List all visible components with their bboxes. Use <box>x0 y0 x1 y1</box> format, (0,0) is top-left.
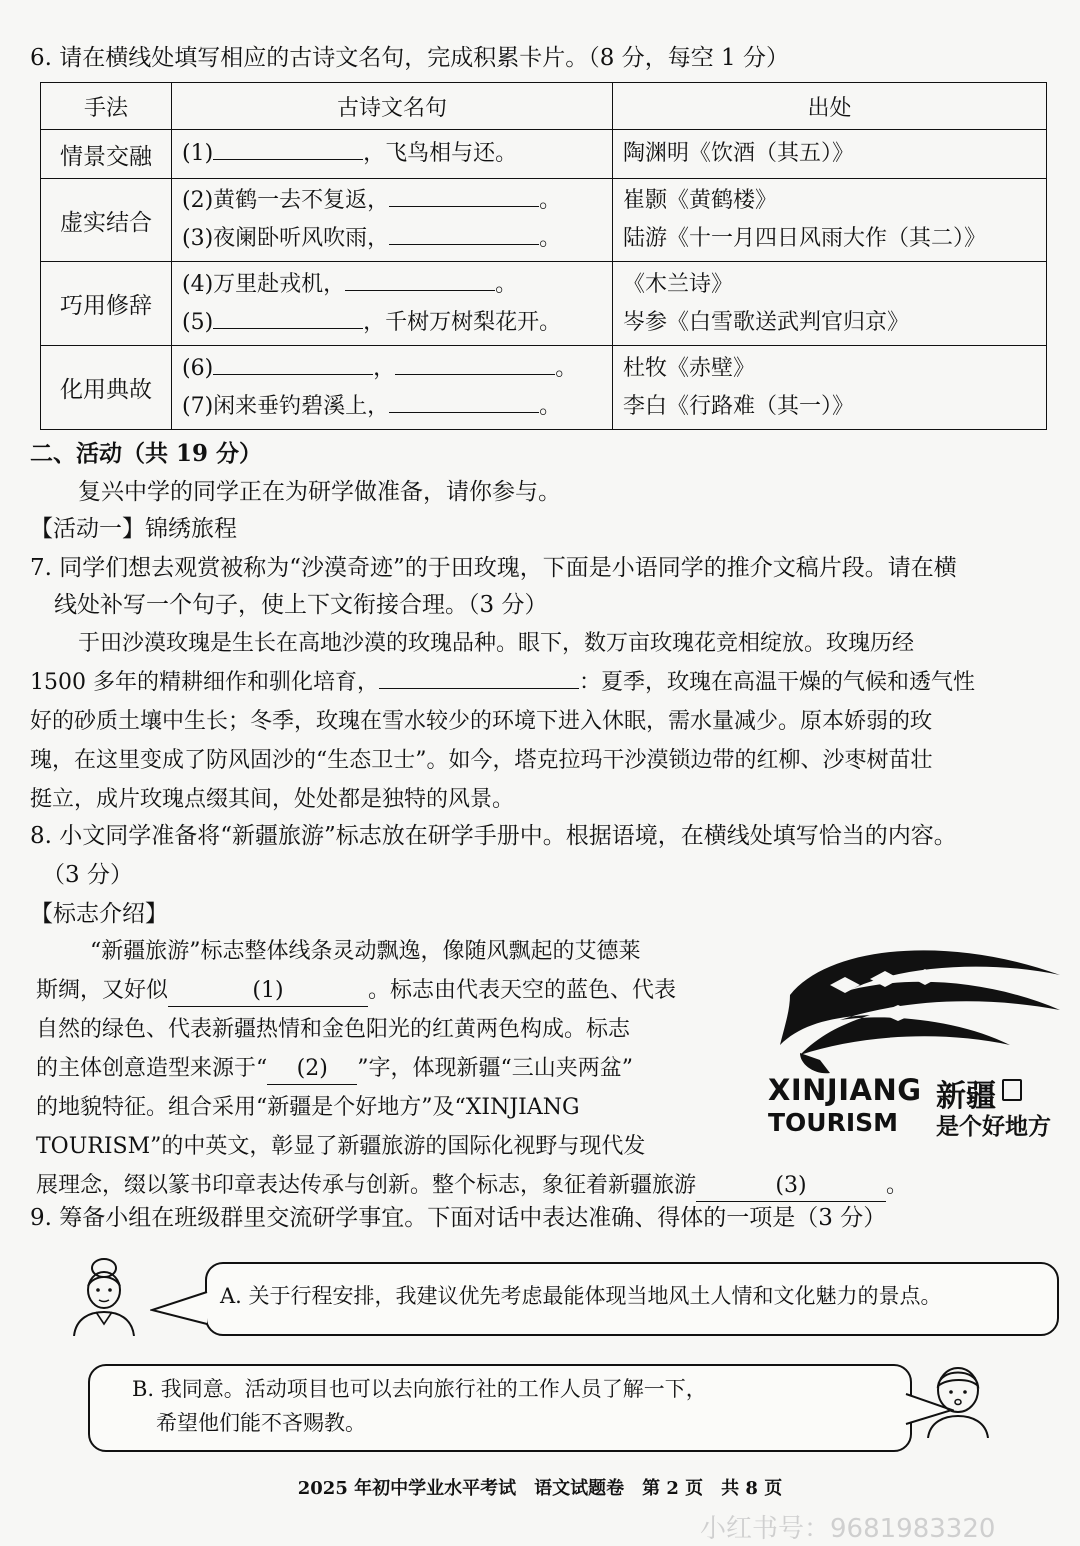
logo-intro-heading: 【标志介绍】 <box>30 901 168 927</box>
accumulation-card-table <box>40 82 1047 430</box>
source-text: 《木兰诗》 <box>623 271 734 297</box>
quote-text: 。 <box>495 271 518 297</box>
answer-blank[interactable] <box>213 327 363 329</box>
q7-title-line1: 7. 同学们想去观赏被称为“沙漠奇迹”的于田玫瑰，下面是小语同学的推介文稿片段。请在横 <box>30 555 957 581</box>
source-cell <box>613 346 1047 430</box>
table-row <box>41 346 1047 430</box>
q8-passage-line: “新疆旅游”标志整体线条灵动飘逸，像随风飘起的艾德莱 <box>90 939 641 964</box>
q6-title: 6. 请在横线处填写相应的古诗文名句，完成积累卡片。（8 分，每空 1 分） <box>30 45 789 71</box>
table-row <box>41 179 1047 262</box>
option-b-line2[interactable]: 希望他们能不吝赐教。 <box>156 1411 366 1435</box>
quote-text: (5) <box>182 309 214 335</box>
passage-text: 展理念，缀以篆书印章表达传承与创新。整个标志，象征着新疆旅游 <box>36 1173 697 1198</box>
answer-blank-1[interactable]: (1) <box>168 976 368 1007</box>
passage-text: 的主体创意造型来源于“ <box>36 1056 268 1081</box>
seal-stamp-icon <box>1002 1079 1022 1101</box>
source-text: 李白《行路难（其一）》 <box>623 393 855 419</box>
q7-passage-line: 于田沙漠玫瑰是生长在高地沙漠的玫瑰品种。眼下，数万亩玫瑰花竞相绽放。玫瑰历经 <box>78 631 915 656</box>
q7-passage-line: 好的砂质土壤中生长；冬季，玫瑰在雪水较少的环境下进入休眠，需水量减少。原本娇弱的玫 <box>30 709 933 734</box>
answer-blank[interactable] <box>379 687 579 689</box>
logo-text-zh2: 是个好地方 <box>936 1114 1051 1140</box>
source-text: 陆游《十一月四日风雨大作（其二）》 <box>623 226 987 251</box>
table-row <box>41 262 1047 346</box>
page-footer: 2025 年初中学业水平考试 语文试题卷 第 2 页 共 8 页 <box>297 1478 783 1499</box>
source-text: 岑参《白雪歌送武判官归京》 <box>623 309 910 335</box>
technique-cell: 化用典故 <box>41 346 172 430</box>
header-quote: 古诗文名句 <box>172 83 613 130</box>
technique-cell: 情景交融 <box>41 130 172 179</box>
speech-tail-a <box>150 1290 210 1330</box>
section-title: 二、活动（共 19 分） <box>30 440 263 467</box>
header-source: 出处 <box>613 83 1047 130</box>
quote-cell <box>172 179 613 262</box>
answer-blank[interactable] <box>389 411 539 413</box>
q7-passage-line: 瑰，在这里变成了防风固沙的“生态卫士”。如今，塔克拉玛干沙漠锁边带的红柳、沙枣树苗壮 <box>30 748 933 773</box>
passage-text: 。 <box>886 1173 909 1198</box>
quote-text: (4)万里赴戎机， <box>182 271 346 297</box>
q8-title-line1: 8. 小文同学准备将“新疆旅游”标志放在研学手册中。根据语境，在横线处填写恰当的内容。 <box>30 823 957 849</box>
technique-cell: 虚实结合 <box>41 179 172 262</box>
q8-passage-line <box>36 971 676 1010</box>
q7-passage-line <box>30 663 975 702</box>
quote-text: (1) <box>182 141 214 166</box>
girl-avatar-icon <box>66 1256 142 1336</box>
passage-text: 斯绸，又好似 <box>36 978 169 1003</box>
answer-blank[interactable] <box>213 158 363 160</box>
answer-blank[interactable] <box>213 373 373 375</box>
watermark: 小红书号：9681983320 <box>700 1514 996 1544</box>
boy-avatar-icon <box>918 1360 998 1438</box>
q8-title-line2: （3 分） <box>42 862 133 888</box>
option-b-line1[interactable]: B. 我同意。活动项目也可以去向旅行社的工作人员了解一下， <box>132 1377 707 1401</box>
q7-passage-line: 挺立，成片玫瑰点缀其间，处处都是独特的风景。 <box>30 787 515 812</box>
header-technique: 手法 <box>41 83 172 130</box>
quote-text: (2)黄鹤一去不复返， <box>182 188 390 213</box>
table-row <box>41 130 1047 179</box>
activity-heading: 【活动一】锦绣旅程 <box>30 516 237 542</box>
answer-blank-2[interactable]: (2) <box>267 1054 357 1085</box>
quote-text: ， <box>373 355 396 381</box>
quote-cell <box>172 346 613 430</box>
quote-text: ，飞鸟相与还。 <box>363 141 518 166</box>
passage-text: ：夏季，玫瑰在高温干燥的气候和透气性 <box>578 670 975 695</box>
technique-cell: 巧用修辞 <box>41 262 172 346</box>
q8-passage-line <box>36 1049 633 1088</box>
source-text: 陶渊明《饮酒（其五）》 <box>623 141 855 166</box>
source-cell <box>613 262 1047 346</box>
source-text: 杜牧《赤壁》 <box>623 355 756 381</box>
answer-blank-3[interactable]: (3) <box>696 1171 886 1202</box>
q8-passage-line: 的地貌特征。组合采用“新疆是个好地方”及“XINJIANG <box>36 1095 580 1120</box>
source-cell <box>613 130 1047 179</box>
answer-blank[interactable] <box>395 373 555 375</box>
quote-text: 。 <box>539 393 562 419</box>
logo-text-zh1: 新疆 <box>936 1079 996 1114</box>
source-cell <box>613 179 1047 262</box>
quote-text: 。 <box>539 188 562 213</box>
q8-passage-line: TOURISM”的中英文，彰显了新疆旅游的国际化视野与现代发 <box>36 1134 646 1159</box>
source-text: 崔颢《黄鹤楼》 <box>623 188 778 213</box>
passage-text: 1500 多年的精耕细作和驯化培育， <box>30 670 379 695</box>
logo-text-en1: XINJIANG <box>768 1073 922 1107</box>
quote-text: 。 <box>539 226 562 251</box>
passage-text: ”字，体现新疆“三山夹两盆” <box>357 1056 633 1081</box>
quote-text: (7)闲来垂钓碧溪上， <box>182 393 390 419</box>
quote-cell <box>172 262 613 346</box>
quote-text: 。 <box>555 355 578 381</box>
quote-cell <box>172 130 613 179</box>
answer-blank[interactable] <box>345 289 495 291</box>
quote-text: ，千树万树梨花开。 <box>363 309 562 335</box>
option-a-text[interactable]: A. 关于行程安排，我建议优先考虑最能体现当地风土人情和文化魅力的景点。 <box>220 1284 942 1308</box>
logo-text-en2: TOURISM <box>768 1108 899 1137</box>
table-header-row <box>41 83 1047 130</box>
q7-title-line2: 线处补写一个句子，使上下文衔接合理。（3 分） <box>54 592 548 618</box>
logo-swoosh-graphic <box>760 935 1070 1075</box>
xinjiang-tourism-logo <box>760 935 1070 1140</box>
answer-blank[interactable] <box>389 243 539 245</box>
passage-text: 。标志由代表天空的蓝色、代表 <box>368 978 677 1003</box>
answer-blank[interactable] <box>389 205 539 207</box>
quote-text: (3)夜阑卧听风吹雨， <box>182 226 390 251</box>
quote-text: (6) <box>182 355 214 381</box>
q9-title: 9. 筹备小组在班级群里交流研学事宜。下面对话中表达准确、得体的一项是（3 分） <box>30 1205 887 1231</box>
section-intro: 复兴中学的同学正在为研学做准备，请你参与。 <box>78 479 561 505</box>
q8-passage-line: 自然的绿色、代表新疆热情和金色阳光的红黄两色构成。标志 <box>36 1017 631 1042</box>
